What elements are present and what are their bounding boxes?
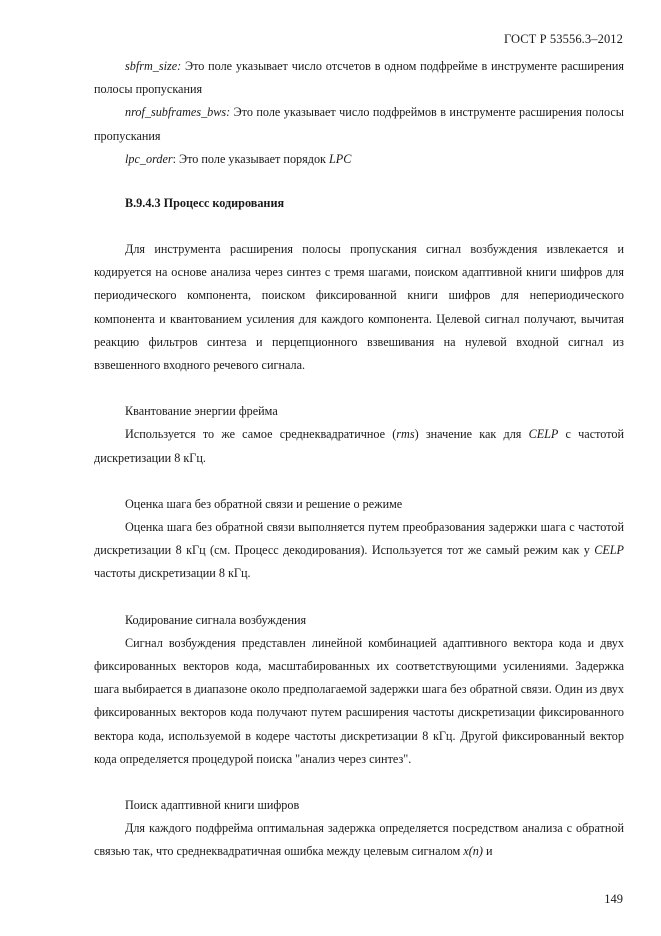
- spacer: [94, 771, 624, 794]
- subsection-text-energy: [94, 423, 624, 469]
- text-fragment: Оценка шага без обратной связи выполняется путем преобразования задержки шага с частотой дискретизации 8 кГц (см. Процесс декодирования). Используется тот же самый режим как у: [94, 520, 624, 558]
- subsection-title-excitation: Кодирование сигнала возбуждения: [125, 612, 307, 627]
- definition-text: Это поле указывает число подфреймов в инструменте расширения полосы пропускания: [94, 105, 624, 143]
- subsection-title-energy: Квантование энергии фрейма: [125, 404, 278, 419]
- text-fragment: и: [482, 844, 493, 859]
- subsection-title-pitch: Оценка шага без обратной связи и решение о режиме: [125, 496, 403, 511]
- spacer: [94, 215, 624, 238]
- definition-sbfrm-size: [94, 55, 624, 101]
- definition-term: lpc_order: [125, 151, 173, 166]
- text-fragment: ) значение как для: [414, 427, 529, 442]
- definition-lpc-order: [94, 148, 624, 171]
- definition-tail: LPC: [329, 151, 352, 166]
- definition-text: : Это поле указывает порядок: [172, 151, 330, 166]
- definition-nrof-subframes: [94, 101, 624, 147]
- spacer: [94, 586, 624, 609]
- section-title: В.9.4.3 Процесс кодирования: [125, 196, 285, 211]
- subsection-text-pitch: [94, 516, 624, 586]
- definition-text: Это поле указывает число отсчетов в одном подфрейме в инструменте расширения полосы пропускания: [94, 59, 624, 97]
- definition-term: sbfrm_size:: [125, 59, 182, 73]
- text-fragment: с частотой дискретизации 8 кГц.: [94, 427, 624, 465]
- document-header: [504, 32, 623, 47]
- subsection-title-adaptive: Поиск адаптивной книги шифров: [125, 798, 300, 813]
- section-intro: Для инструмента расширения полосы пропускания сигнал возбуждения извлекается и кодируется на основе анализа через синтез с тремя шагами, поиском адаптивной книги шифров для периодического компонента, поиском фиксированной книги шифров для непериодического компонента и квантованием усиления для каждого компонента. Целевой сигнал получают, вычитая реакцию фильтров синтеза и перцепционного взвешивания на нулевой входной сигнал из взвешенного входного речевого сигнала.: [94, 242, 624, 373]
- page-content: [94, 55, 624, 864]
- text-fragment: Используется то же самое среднеквадратичное (: [125, 427, 397, 442]
- text-fragment: частоты дискретизации 8 кГц.: [94, 566, 251, 581]
- page-number: 149: [604, 892, 623, 906]
- text-fragment: Для каждого подфрейма оптимальная задержка определяется посредством анализа с обратной связью так, что среднеквадратичная ошибка между целевым сигналом: [94, 821, 624, 859]
- standard-number: ГОСТ Р 53556.3–2012: [503, 32, 623, 46]
- definition-term: nrof_subframes_bws:: [125, 105, 231, 120]
- celp-term: CELP: [594, 543, 624, 558]
- rms-term: rms: [396, 427, 415, 442]
- subsection-text-excitation: Сигнал возбуждения представлен линейной комбинацией адаптивного вектора кода и двух фиксированных векторов кода, масштабированных их соответствующими усилениями. Задержка шага выбирается в диапазоне около предполагаемой задержки шага без обратной связи. Один из двух фиксированных векторов кода получают путем расширения частоты дискретизации фиксированного вектора кода, используемой в кодере частоты дискретизации 8 кГц. Другой фиксированный вектор кода определяется процедурой поиска "анализ через синтез".: [94, 635, 624, 766]
- spacer: [94, 470, 624, 493]
- spacer: [94, 377, 624, 400]
- xn-term: x(n): [463, 844, 483, 859]
- celp-term: CELP: [528, 427, 559, 442]
- subsection-text-adaptive: [94, 817, 624, 863]
